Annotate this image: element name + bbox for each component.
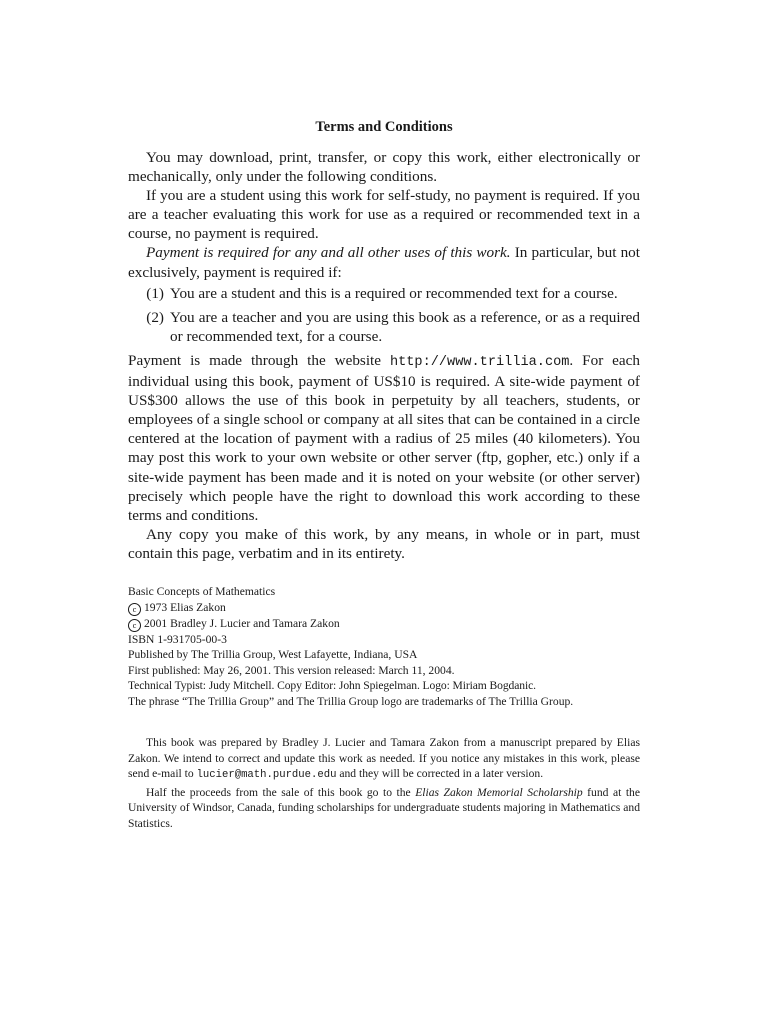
preparation-note: This book was prepared by Bradley J. Lucier and Tamara Zakon from a manuscript prepared by Elias Zakon. We intend to correct and update this work as needed. If you notice any mistakes in this work, please send e-mail to lucier@math.purdue.edu and they will be corrected in a later version. — [128, 736, 640, 781]
condition-item — [128, 284, 640, 303]
payment-text-end: . For each individual using this book, payment of US$10 is required. A site-wide payment of US$300 allows the use of this book in perpetuity by all teachers, students, or employees of a single school or company at all sites that can be contained in a circle centered at the location of payment with a radius of 25 miles (40 kilometers). You may post this work to your own website or other server (ftp, gopher, etc.) only if a site-wide payment has been made and it is noted on your website (or other server) precisely which people have the right to download this work according to these terms and conditions. — [128, 351, 640, 524]
payment-url-link[interactable]: http://www.trillia.com — [389, 354, 570, 370]
copyright-line: c 1973 Elias Zakon — [128, 600, 640, 616]
scholarship-name: Elias Zakon Memorial Scholarship — [415, 785, 583, 799]
copyright-block — [128, 584, 640, 709]
any-copy-paragraph: Any copy you make of this work, by any means, in whole or in part, must contain this page, verbatim and in its entirety. — [128, 525, 640, 562]
condition-number: (2) — [146, 308, 164, 326]
intro-paragraph: You may download, print, transfer, or copy this work, either electronically or mechanically, only under the following conditions. — [128, 149, 640, 186]
condition-item — [128, 308, 640, 346]
book-title: Basic Concepts of Mathematics — [128, 585, 276, 598]
terms-body — [128, 148, 640, 563]
payment-required-text: In particular, but not exclusively, payment is required if: — [128, 244, 640, 281]
payment-text-start: Payment is made through the website — [128, 351, 390, 369]
isbn: ISBN 1-931705-00-3 — [128, 632, 227, 646]
copyright-icon: c — [128, 619, 141, 632]
publication-dates: First published: May 26, 2001. This version released: March 11, 2004. — [128, 663, 455, 677]
credits: Technical Typist: Judy Mitchell. Copy Editor: John Spiegelman. Logo: Miriam Bogdanic. — [128, 679, 536, 692]
payment-paragraph — [128, 351, 640, 525]
email-link[interactable]: lucier@math.purdue.edu — [196, 769, 337, 781]
page-title: Terms and Conditions — [315, 119, 453, 135]
conditions-list — [128, 284, 640, 346]
publisher: Published by The Trillia Group, West Lafayette, Indiana, USA — [128, 648, 418, 661]
student-teacher-paragraph: If you are a student using this work for self-study, no payment is required. If you are a teacher evaluating this work for use as a required or recommended text in a course, no payment is required. — [128, 187, 640, 243]
condition-text: You are a teacher and you are using this book as a reference, or as a required or recommended text, for a course. — [170, 308, 640, 345]
copyright-icon: c — [128, 603, 141, 616]
condition-text: You are a student and this is a required or recommended text for a course. — [170, 284, 618, 302]
copyright-line: c 2001 Bradley J. Lucier and Tamara Zakon — [128, 616, 640, 632]
proceeds-note: Half the proceeds from the sale of this book go to the Elias Zakon Memorial Scholarship fund at the University of Windsor, Canada, funding scholarships for undergraduate students majoring in Mathematics and Statistics. — [128, 785, 640, 830]
condition-number: (1) — [146, 284, 164, 302]
trademark-notice: The phrase “The Trillia Group” and The Trillia Group logo are trademarks of The Trillia Group. — [128, 694, 574, 708]
payment-required-paragraph — [128, 243, 640, 281]
notes-block — [128, 735, 640, 831]
payment-required-emphasis: Payment is required for any and all other uses of this work. — [146, 244, 511, 262]
